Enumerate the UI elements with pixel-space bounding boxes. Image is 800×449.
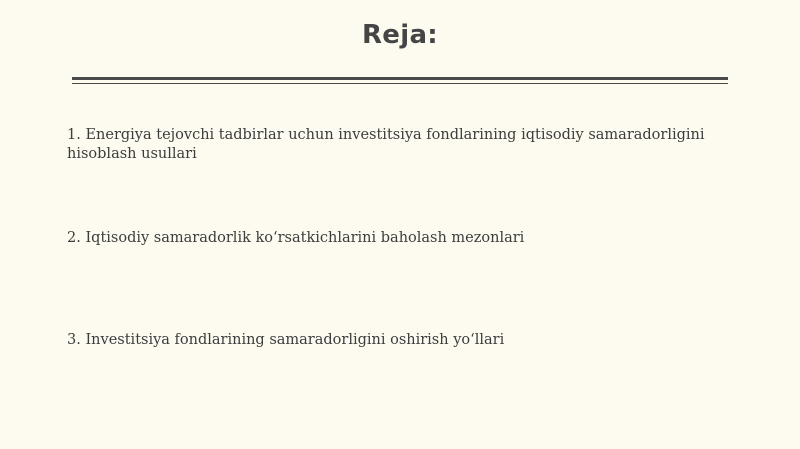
- title-divider-thick: [72, 77, 728, 80]
- slide-title: Reja:: [361, 20, 438, 50]
- plan-item-2: 2. Iqtisodiy samaradorlik koʻrsatkichlarini baholash mezonlari: [67, 230, 525, 246]
- plan-item-1: 1. Energiya tejovchi tadbirlar uchun investitsiya fondlarining iqtisodiy samaradorligini hisoblash usullari: [67, 127, 705, 162]
- title-divider-thin: [72, 83, 728, 84]
- plan-item-3: 3. Investitsiya fondlarining samaradorligini oshirish yoʻllari: [67, 332, 505, 348]
